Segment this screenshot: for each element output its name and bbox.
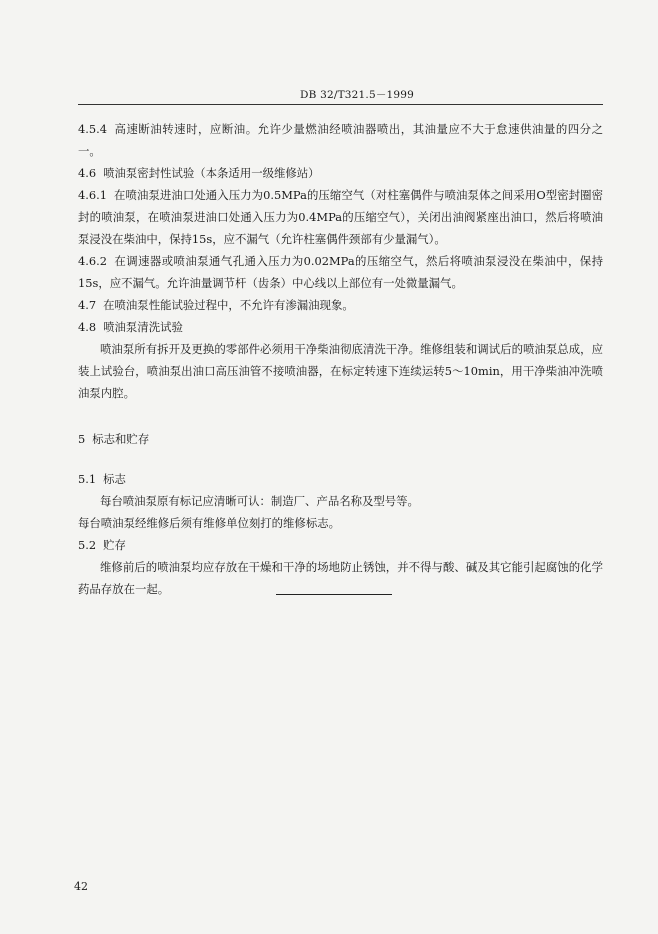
clause-5-2-heading bbox=[78, 534, 603, 556]
clause-number: 4.6 bbox=[78, 166, 97, 180]
clause-5-1-text-1: 每台喷油泵原有标记应清晰可认：制造厂、产品名称及型号等。 bbox=[100, 494, 419, 508]
section-title: 标志和贮存 bbox=[92, 432, 150, 446]
clause-4-7 bbox=[78, 294, 603, 316]
clause-text: 在调速器或喷油泵通气孔通入压力为0.02MPa的压缩空气，然后将喷油泵浸没在柴油中，保持15s，应不漏气。允许油量调节杆（齿条）中心线以上部位有一处微量漏气。 bbox=[78, 254, 603, 290]
clause-number: 5.2 bbox=[78, 538, 97, 552]
clause-5-1-text-2: 每台喷油泵经维修后须有维修单位刻打的维修标志。 bbox=[78, 516, 340, 530]
clause-title: 喷油泵密封性试验（本条适用一级维修站） bbox=[103, 166, 320, 180]
clause-title: 贮存 bbox=[103, 538, 126, 552]
clause-number: 4.8 bbox=[78, 320, 97, 334]
section-number: 5 bbox=[78, 432, 86, 446]
page-number: 42 bbox=[74, 880, 88, 893]
clause-4-6-2 bbox=[78, 250, 603, 294]
clause-number: 5.1 bbox=[78, 472, 97, 486]
clause-text: 高速断油转速时，应断油。允许少量燃油经喷油器喷出，其油量应不大于怠速供油量的四分之一。 bbox=[78, 122, 603, 158]
end-of-standard-rule bbox=[276, 594, 392, 595]
clause-4-6-1 bbox=[78, 184, 603, 250]
spacer bbox=[78, 450, 603, 468]
header-rule bbox=[78, 104, 603, 105]
clause-text: 在喷油泵性能试验过程中，不允许有渗漏油现象。 bbox=[103, 298, 354, 312]
section-5-heading bbox=[78, 428, 603, 450]
clause-title: 标志 bbox=[103, 472, 126, 486]
clause-number: 4.5.4 bbox=[78, 122, 107, 136]
clause-number: 4.6.1 bbox=[78, 188, 107, 202]
clause-4-6-heading bbox=[78, 162, 603, 184]
document-body bbox=[78, 118, 603, 600]
clause-4-8-text: 喷油泵所有拆开及更换的零部件必须用干净柴油彻底清洗干净。维修组装和调试后的喷油泵总成，应装上试验台，喷油泵出油口高压油管不接喷油器，在标定转速下连续运转5～10min，用干净柴油冲洗喷油泵内腔。 bbox=[78, 342, 603, 400]
clause-4-5-4 bbox=[78, 118, 603, 162]
clause-text: 在喷油泵进油口处通入压力为0.5MPa的压缩空气（对柱塞偶件与喷油泵体之间采用O型密封圈密封的喷油泵，在喷油泵进油口处通入压力为0.4MPa的压缩空气），关闭出油阀紧座出油口，然后将喷油泵浸没在柴油中，保持15s，应不漏气（允许柱塞偶件颈部有少量漏气）。 bbox=[78, 188, 603, 246]
clause-4-8-heading bbox=[78, 316, 603, 338]
clause-number: 4.7 bbox=[78, 298, 97, 312]
clause-title: 喷油泵清洗试验 bbox=[103, 320, 183, 334]
clause-5-2-text: 维修前后的喷油泵均应存放在干燥和干净的场地防止锈蚀，并不得与酸、碱及其它能引起腐蚀的化学药品存放在一起。 bbox=[78, 560, 603, 596]
spacer bbox=[78, 404, 603, 428]
standard-code: DB 32/T321.5－1999 bbox=[300, 89, 415, 101]
clause-number: 4.6.2 bbox=[78, 254, 107, 268]
clause-5-1-heading bbox=[78, 468, 603, 490]
